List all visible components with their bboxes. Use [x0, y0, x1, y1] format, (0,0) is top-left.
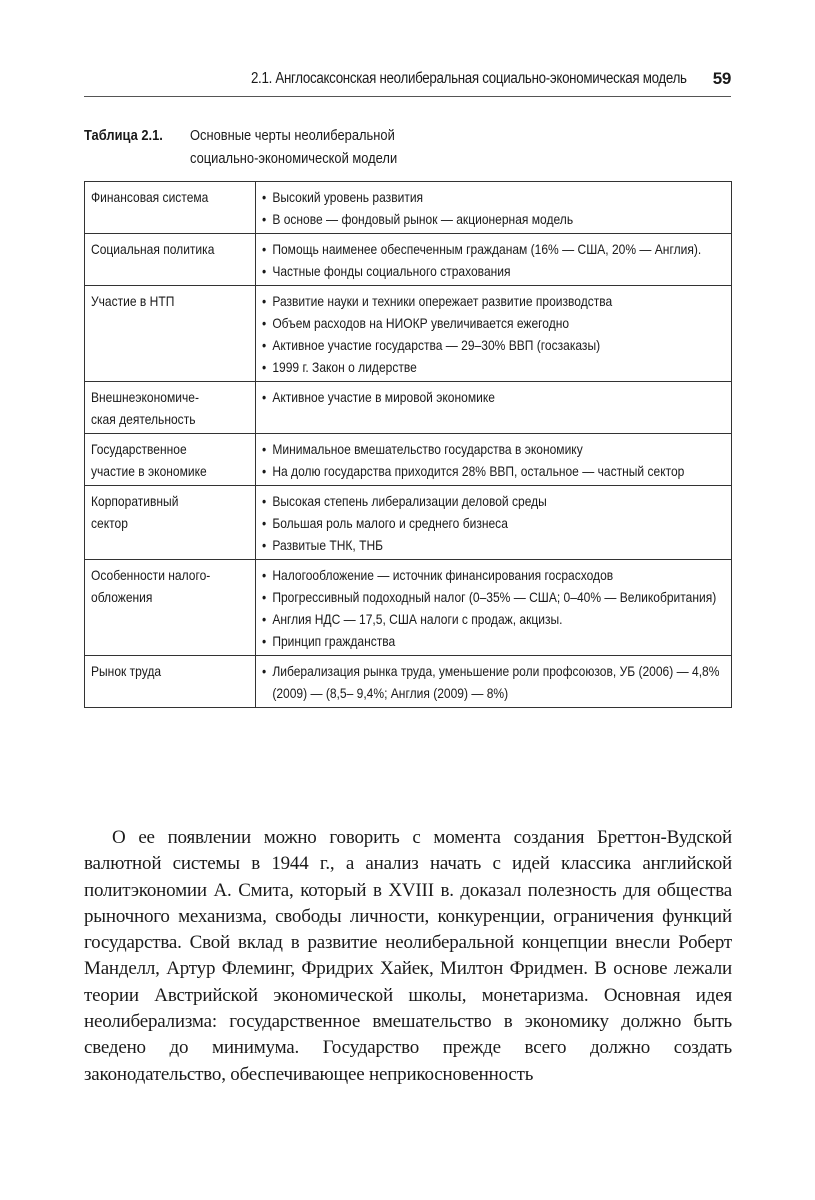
row-items-cell	[256, 286, 732, 382]
row-key-cell	[85, 286, 256, 382]
bullet-item: • Помощь наименее обеспеченным гражданам (16% — США, 20% — Англия).	[262, 238, 724, 260]
running-head	[84, 68, 731, 97]
row-items-cell	[256, 382, 732, 434]
row-items-cell	[256, 486, 732, 560]
row-key-line: ская деятельность	[91, 411, 196, 427]
running-head-title: 2.1. Англосаксонская неолиберальная социально-экономическая модель	[251, 70, 687, 87]
bullet-item: • В основе — фондовый рынок — акционерная модель	[262, 208, 724, 230]
bullet-item: • Высокий уровень развития	[262, 186, 724, 208]
bullet-item: • Частные фонды социального страхования	[262, 260, 724, 282]
bullet-item: • Высокая степень либерализации деловой среды	[262, 490, 724, 512]
bullet-item: • Прогрессивный подоходный налог (0–35% — США; 0–40% — Великобритания)	[262, 586, 724, 608]
row-key-cell	[85, 382, 256, 434]
row-key-line: Рынок труда	[91, 663, 162, 679]
row-key-cell	[85, 234, 256, 286]
row-key-line: Особенности налого-	[91, 567, 211, 583]
bullet-item: • Развитые ТНК, ТНБ	[262, 534, 724, 556]
bullet-item: • Налогообложение — источник финансирования госрасходов	[262, 564, 724, 586]
bullet-item: • Большая роль малого и среднего бизнеса	[262, 512, 724, 534]
row-key-cell	[85, 560, 256, 656]
row-key-cell	[85, 656, 256, 708]
bullet-item: • 1999 г. Закон о лидерстве	[262, 356, 724, 378]
row-key-line: Корпоративный	[91, 493, 179, 509]
row-key-line: Финансовая система	[91, 189, 209, 205]
row-key-line: обложения	[91, 589, 153, 605]
row-items-cell	[256, 182, 732, 234]
table-row	[85, 560, 732, 656]
table-caption-text	[190, 124, 465, 170]
bullet-item: • Минимальное вмешательство государства в экономику	[262, 438, 724, 460]
table-row	[85, 382, 732, 434]
row-items-cell	[256, 656, 732, 708]
table-row	[85, 434, 732, 486]
features-table	[84, 181, 732, 708]
row-key-line: Социальная политика	[91, 241, 215, 257]
bullet-item: • Либерализация рынка труда, уменьшение роли профсоюзов, УБ (2006) — 4,8% (2009) — (8,5– 9,4%; Англия (2009) — 8%)	[262, 660, 724, 704]
table-caption-line: Основные черты неолиберальной	[190, 127, 395, 144]
bullet-item: • Объем расходов на НИОКР увеличивается ежегодно	[262, 312, 724, 334]
row-items-cell	[256, 234, 732, 286]
bullet-item: • Развитие науки и техники опережает развитие производства	[262, 290, 724, 312]
row-key-line: Государственное	[91, 441, 187, 457]
bullet-item: • Англия НДС — 17,5, США налоги с продаж, акцизы.	[262, 608, 724, 630]
page-number: 59	[712, 69, 731, 88]
body-paragraph: О ее появлении можно говорить с момента создания Бреттон-Вудской валютной системы в 1944 г., а анализ начать с идей классика английской политэкономии А. Смита, который в XVIII в. доказал полезность для общества рыночного механизма, свободы личности, конкуренции, ограничения функций государства. Свой вклад в развитие неолиберальной концепции внесли Роберт Манделл, Артур Флеминг, Фридрих Хайек, Милтон Фридмен. В основе лежали теории Австрийской экономической школы, монетаризма. Основная идея неолиберализма: государственное вмешательство в экономику должно быть сведено до минимума. Государство прежде всего должно создать законодательство, обеспечивающее неприкосновенность	[84, 827, 732, 1085]
table-caption-line: социально-экономической модели	[190, 150, 398, 167]
row-items-cell	[256, 560, 732, 656]
row-items-cell	[256, 434, 732, 486]
bullet-item: • Активное участие государства — 29–30% ВВП (госзаказы)	[262, 334, 724, 356]
bullet-item: • Активное участие в мировой экономике	[262, 386, 724, 408]
table-row	[85, 486, 732, 560]
row-key-line: Участие в НТП	[91, 293, 175, 309]
table-row	[85, 182, 732, 234]
row-key-cell	[85, 182, 256, 234]
row-key-line: Внешнеэкономиче-	[91, 389, 199, 405]
row-key-cell	[85, 486, 256, 560]
row-key-line: участие в экономике	[91, 463, 207, 479]
table-row	[85, 286, 732, 382]
table-row	[85, 656, 732, 708]
bullet-item: • Принцип гражданства	[262, 630, 724, 652]
table-caption-label: Таблица 2.1.	[84, 127, 163, 144]
row-key-cell	[85, 434, 256, 486]
bullet-item: • На долю государства приходится 28% ВВП, остальное — частный сектор	[262, 460, 724, 482]
row-key-line: сектор	[91, 515, 128, 531]
table-row	[85, 234, 732, 286]
